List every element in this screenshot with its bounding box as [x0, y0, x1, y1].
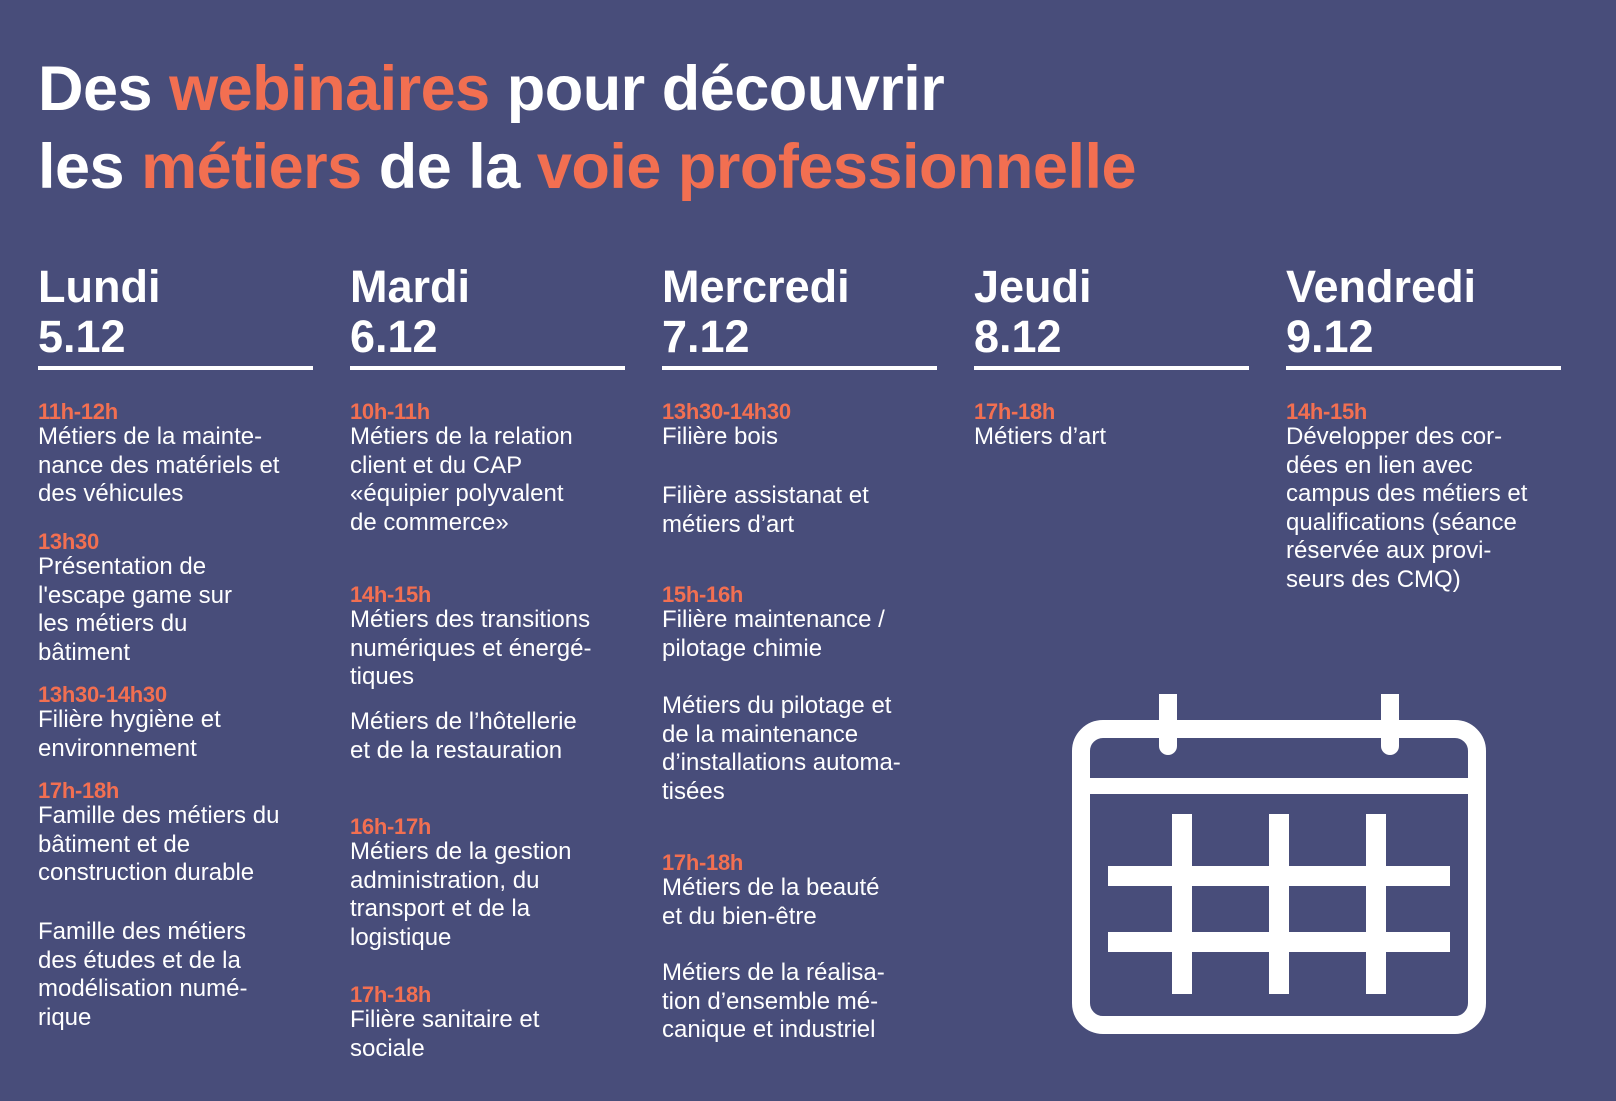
session-time: 15h-16h: [662, 582, 744, 607]
session-time: 11h-12h: [38, 399, 118, 424]
page-title: [38, 50, 1136, 206]
day-column-vendredi: [1286, 261, 1561, 593]
session-description: Métiers des transitions numériques et énergé- tiques: [350, 606, 592, 690]
day-date: 7.12: [662, 311, 750, 362]
title-line-2: les métiers de la voie professionnelle: [38, 132, 1136, 202]
session-time: 10h-11h: [350, 399, 430, 424]
session-time: 17h-18h: [662, 850, 744, 875]
session-description: Métiers de l’hôtellerie et de la restauration: [350, 708, 577, 764]
day-date: 6.12: [350, 311, 438, 362]
day-divider: [1286, 366, 1561, 370]
session-description: Métiers du pilotage et de la maintenance d’installations automa- tisées: [662, 692, 901, 805]
session-time: 13h30-14h30: [38, 682, 167, 707]
session-description: Métiers d’art: [974, 423, 1107, 450]
session-description: Filière bois: [662, 423, 779, 450]
session-description: Filière sanitaire et sociale: [350, 1006, 540, 1062]
day-name: Mercredi: [662, 261, 850, 312]
session-description: Métiers de la réalisa- tion d’ensemble mé- canique et industriel: [662, 959, 885, 1043]
session-description: Métiers de la relation client et du CAP «équipier polyvalent de commerce»: [350, 423, 573, 536]
calendar-icon: [1072, 694, 1486, 1034]
session-description: Métiers de la beauté et du bien-être: [662, 874, 880, 930]
day-name: Vendredi: [1286, 261, 1477, 312]
session-time: 17h-18h: [350, 982, 432, 1007]
session-time: 13h30-14h30: [662, 399, 791, 424]
session-description: Filière assistanat et métiers d’art: [662, 482, 869, 538]
session-description: Famille des métiers des études et de la modélisation numé- rique: [38, 918, 248, 1031]
session-description: Filière hygiène et environnement: [38, 706, 221, 762]
day-date: 8.12: [974, 311, 1062, 362]
session-time: 14h-15h: [350, 582, 432, 607]
session-time: 16h-17h: [350, 814, 432, 839]
session-time: 14h-15h: [1286, 399, 1368, 424]
day-column-lundi: [38, 261, 313, 1031]
session-description: Métiers de la gestion administration, du transport et de la logistique: [350, 838, 572, 951]
day-date: 5.12: [38, 311, 126, 362]
day-name: Mardi: [350, 261, 471, 312]
session-description: Famille des métiers du bâtiment et de construction durable: [38, 802, 280, 886]
session-description: Présentation de l'escape game sur les métiers du bâtiment: [38, 553, 233, 666]
day-name: Jeudi: [974, 261, 1092, 312]
session-time: 13h30: [38, 529, 99, 554]
day-divider: [974, 366, 1249, 370]
session-description: Filière maintenance / pilotage chimie: [662, 606, 885, 662]
day-column-jeudi: [974, 261, 1249, 450]
day-divider: [350, 366, 625, 370]
title-line-1: Des webinaires pour découvrir: [38, 54, 945, 124]
day-divider: [662, 366, 937, 370]
session-description: Développer des cor- dées en lien avec campus des métiers et qualifications (séance réservée aux provi- seurs des CMQ): [1286, 423, 1528, 593]
day-divider: [38, 366, 313, 370]
session-time: 17h-18h: [38, 778, 120, 803]
day-column-mardi: [350, 261, 625, 1062]
day-column-mercredi: [662, 261, 937, 1043]
session-time: 17h-18h: [974, 399, 1056, 424]
day-date: 9.12: [1286, 311, 1374, 362]
session-description: Métiers de la mainte- nance des matériels et des véhicules: [38, 423, 280, 507]
day-name: Lundi: [38, 261, 161, 312]
